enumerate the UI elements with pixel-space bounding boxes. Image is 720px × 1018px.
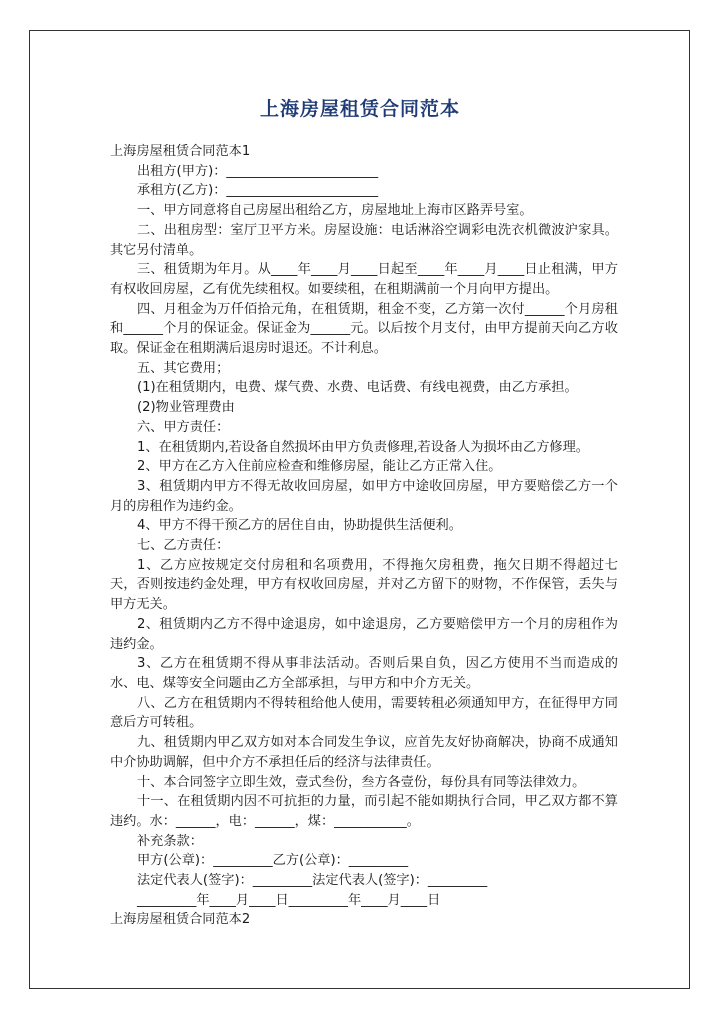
clause-5-item-2: (2)物业管理费由 — [137, 400, 235, 416]
clause-7: 七、乙方责任： — [137, 538, 230, 554]
clause-11: 十一、在租赁期内因不可抗拒的力量，而引起不能如期执行合同，甲乙双方都不算违约。水：______，电：______，煤：___________。 — [110, 794, 618, 829]
section-heading-1: 上海房屋租赁合同范本1 — [110, 144, 251, 159]
clause-6-item-4: 4、甲方不得干预乙方的居住自由，协助提供生活便利。 — [137, 518, 462, 534]
lessor-line: 出租方(甲方)：_______________________ — [137, 163, 379, 179]
supplementary-terms: 补充条款： — [137, 833, 203, 849]
section-heading-2: 上海房屋租赁合同范本2 — [110, 912, 251, 928]
clause-9: 九、租赁期内甲乙双方如对本合同发生争议，应首先友好协商解决，协商不成通知中介协助调解，但中介方不承担任后的经济与法律责任。 — [110, 735, 618, 770]
clause-6-item-3: 3、租赁期内甲方不得无故收回房屋，如甲方中途收回房屋，甲方要赔偿乙方一个月的房租作为违约金。 — [110, 478, 618, 514]
signature-line: 法定代表人(签字)：_________法定代表人(签字)：_________ — [137, 873, 488, 889]
clause-3: 三、租赁期为年月。从____年____月____日起至____年____月____日止租满，甲方有权收回房屋，乙有优先续租权。如要续租，在租期满前一个月向甲方提出。 — [110, 262, 618, 297]
clause-7-item-3: 3、乙方在租赁期不得从事非法活动。否则后果自负，因乙方使用不当而造成的水、电、煤等安全问题由乙方全部承担，与甲方和中介方无关。 — [110, 656, 618, 691]
clause-7-item-1: 1、乙方应按规定交付房租和名项费用，不得拖欠房租费，拖欠日期不得超过七天，否则按违约金处理，甲方有权收回房屋，并对乙方留下的财物，不作保管，丢失与甲方无关。 — [110, 557, 618, 613]
clause-5-item-1: (1)在租赁期内，电费、煤气费、水费、电话费、有线电视费，由乙方承担。 — [137, 380, 578, 396]
clause-8: 八、乙方在租赁期内不得转租给他人使用，需要转租必须通知甲方，在征得甲方同意后方可转租。 — [110, 695, 618, 731]
clause-6-item-1: 1、在租赁期内,若设备自然损坏由甲方负责修理,若设备人为损坏由乙方修理。 — [137, 439, 589, 455]
date-line: _________年____月____日_________年____月____日 — [137, 892, 441, 908]
document-title: 上海房屋租赁合同范本 — [259, 98, 460, 120]
seal-line: 甲方(公章)：_________乙方(公章)：_________ — [137, 853, 409, 869]
clause-10: 十、本合同签字立即生效，壹式叁份，叁方各壹份，每份具有同等法律效力。 — [137, 774, 586, 790]
clause-7-item-2: 2、租赁期内乙方不得中途退房，如中途退房，乙方要赔偿甲方一个月的房租作为违约金。 — [110, 616, 618, 652]
clause-2: 二、出租房型：室厅卫平方米。房屋设施：电话淋浴空调彩电洗衣机微波沪家具。其它另付清单。 — [110, 222, 618, 258]
clause-1: 一、甲方同意将自己房屋出租给乙方，房屋地址上海市区路弄号室。 — [137, 203, 533, 219]
document-body — [110, 142, 618, 930]
clause-6-item-2: 2、甲方在乙方入住前应检查和维修房屋，能让乙方正常入住。 — [137, 459, 502, 475]
clause-6: 六、甲方责任： — [137, 419, 230, 435]
clause-5: 五、其它费用； — [137, 360, 230, 376]
lessee-line: 承租方(乙方)：_______________________ — [137, 183, 379, 199]
clause-4: 四、月租金为万仟佰拾元角，在租赁期，租金不变，乙方第一次付______个月房租和______个月的保证金。保证金为______元。以后按个月支付，由甲方提前天向乙方收取。保证金在租期满后退房时退还。不计利息。 — [110, 301, 618, 357]
